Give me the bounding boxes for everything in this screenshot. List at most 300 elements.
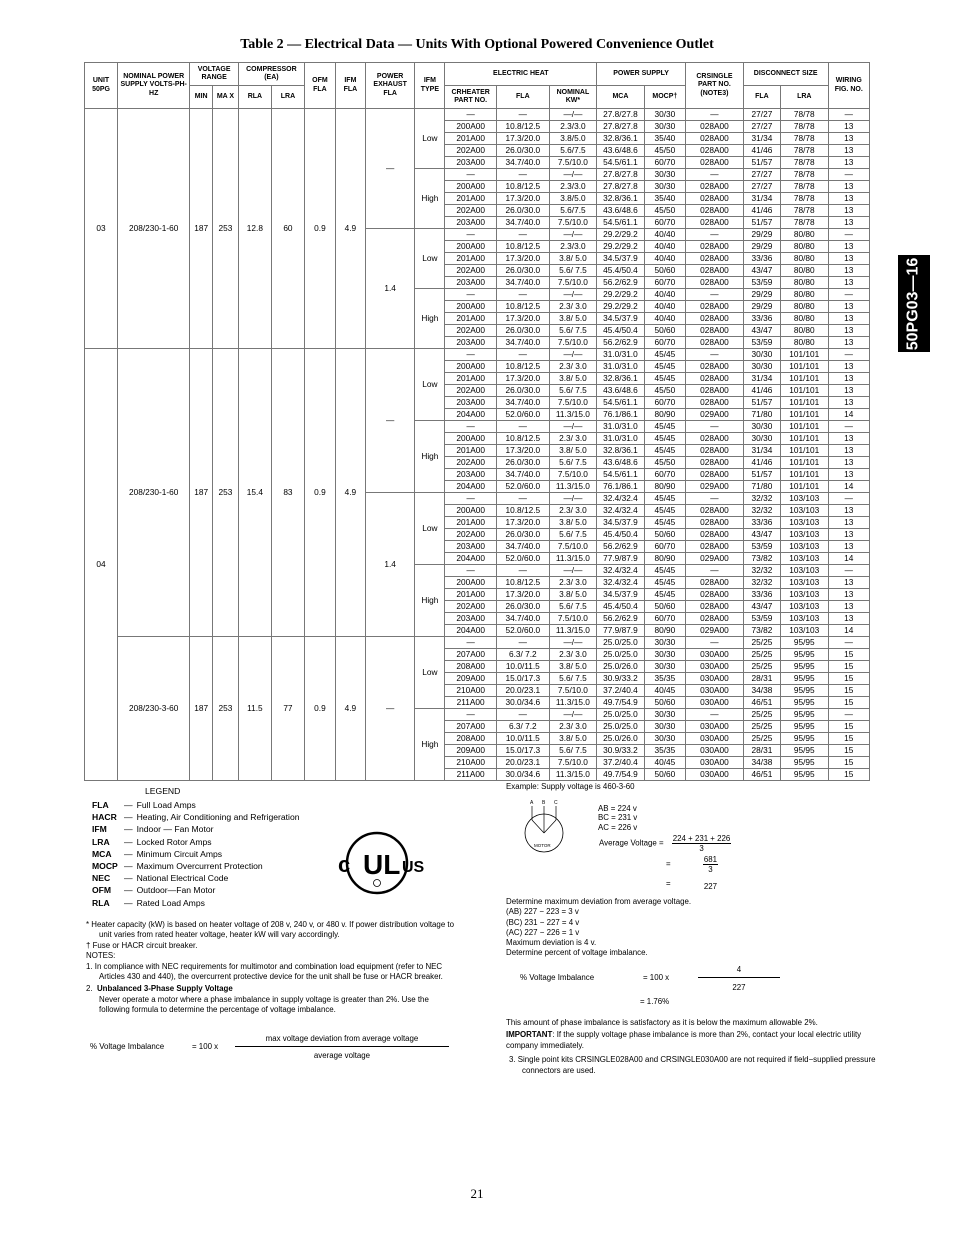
- ifm-type: High: [415, 565, 445, 637]
- crheater-part: 204A00: [445, 625, 497, 637]
- compressor-lra: 60: [271, 109, 304, 349]
- ifm-type: Low: [415, 109, 445, 169]
- nominal-kw: 11.3/15.0: [549, 769, 597, 781]
- crsingle-part: 028A00: [686, 373, 744, 385]
- crheater-part: 208A00: [445, 733, 497, 745]
- mocp: 45/45: [644, 421, 685, 433]
- compressor-rla: 15.4: [238, 349, 271, 637]
- svg-text:UL: UL: [363, 849, 401, 880]
- legend-desc: Outdoor—Fan Motor: [136, 885, 216, 896]
- mca: 34.5/37.9: [597, 589, 645, 601]
- mca: 49.7/54.9: [597, 697, 645, 709]
- disconnect-fla: 51/57: [743, 397, 780, 409]
- mca: 32.8/36.1: [597, 445, 645, 457]
- disconnect-lra: 95/95: [781, 733, 829, 745]
- crheater-part: 201A00: [445, 253, 497, 265]
- crsingle-part: 028A00: [686, 505, 744, 517]
- heat-fla: 17.3/20.0: [496, 313, 549, 325]
- crheater-part: 201A00: [445, 517, 497, 529]
- crheater-part: 209A00: [445, 745, 497, 757]
- nominal-kw: 5.6/ 7.5: [549, 457, 597, 469]
- heat-fla: 34.7/40.0: [496, 337, 549, 349]
- legend-item: [90, 848, 302, 860]
- crsingle-part: 030A00: [686, 673, 744, 685]
- heat-fla: 26.0/30.0: [496, 457, 549, 469]
- heat-fla: 15.0/17.3: [496, 673, 549, 685]
- col-ofm-fla: OFM FLA: [304, 63, 335, 109]
- crsingle-part: 028A00: [686, 445, 744, 457]
- mocp: 40/40: [644, 301, 685, 313]
- nominal-kw: —/—: [549, 709, 597, 721]
- wiring-fig: 13: [828, 385, 869, 397]
- mca: 54.5/61.1: [597, 217, 645, 229]
- crheater-part: 201A00: [445, 133, 497, 145]
- heat-fla: 10.8/12.5: [496, 121, 549, 133]
- legend-list: [90, 799, 302, 909]
- crsingle-part: 029A00: [686, 481, 744, 493]
- disconnect-fla: 51/57: [743, 217, 780, 229]
- disconnect-fla: 32/32: [743, 577, 780, 589]
- wiring-fig: 13: [828, 601, 869, 613]
- disconnect-fla: 25/25: [743, 661, 780, 673]
- disconnect-lra: 95/95: [781, 673, 829, 685]
- wiring-fig: 15: [828, 697, 869, 709]
- wiring-fig: 13: [828, 505, 869, 517]
- mca: 32.8/36.1: [597, 133, 645, 145]
- mocp: 60/70: [644, 217, 685, 229]
- legend-desc: Rated Load Amps: [136, 897, 205, 908]
- disconnect-lra: 80/80: [781, 229, 829, 241]
- mocp: 60/70: [644, 469, 685, 481]
- crheater-part: 201A00: [445, 313, 497, 325]
- crheater-part: 203A00: [445, 397, 497, 409]
- mocp: 45/45: [644, 493, 685, 505]
- crsingle-part: 028A00: [686, 457, 744, 469]
- legend-abbr: RLA: [92, 897, 110, 908]
- mca: 32.8/36.1: [597, 193, 645, 205]
- crsingle-part: 030A00: [686, 661, 744, 673]
- disconnect-fla: 29/29: [743, 289, 780, 301]
- mca: 43.6/48.6: [597, 457, 645, 469]
- eq2-equals: =: [666, 859, 671, 869]
- nominal-kw: —/—: [549, 169, 597, 181]
- line-voltages: [598, 804, 637, 832]
- heat-fla: 17.3/20.0: [496, 133, 549, 145]
- crheater-part: 210A00: [445, 685, 497, 697]
- crsingle-part: 028A00: [686, 541, 744, 553]
- mca: 77.9/87.9: [597, 625, 645, 637]
- mca: 32.4/32.4: [597, 577, 645, 589]
- mca: 32.4/32.4: [597, 565, 645, 577]
- diagram-label-c: C: [554, 800, 558, 806]
- mca: 37.2/40.4: [597, 685, 645, 697]
- disconnect-fla: 34/38: [743, 757, 780, 769]
- mocp: 80/90: [644, 625, 685, 637]
- col-rla: RLA: [238, 86, 271, 109]
- formula-numerator: max voltage deviation from average voltage: [235, 1034, 449, 1047]
- mocp: 45/45: [644, 433, 685, 445]
- crheater-part: 200A00: [445, 505, 497, 517]
- unit-model: 04: [85, 349, 118, 781]
- heat-fla: 17.3/20.0: [496, 517, 549, 529]
- nominal-kw: 5.6/7.5: [549, 145, 597, 157]
- legend-dash: —: [124, 800, 133, 810]
- mca: 25.0/25.0: [597, 721, 645, 733]
- ofm-fla: 0.9: [304, 637, 335, 781]
- power-exhaust-fla: —: [365, 637, 415, 781]
- wiring-fig: 13: [828, 541, 869, 553]
- wiring-fig: 14: [828, 481, 869, 493]
- disconnect-lra: 95/95: [781, 637, 829, 649]
- legend-item: [90, 811, 302, 823]
- legend-item: [90, 799, 302, 811]
- heat-fla: —: [496, 637, 549, 649]
- diagram-motor-label: MOTOR: [534, 843, 551, 848]
- disconnect-fla: 53/59: [743, 541, 780, 553]
- mca: 32.4/32.4: [597, 505, 645, 517]
- col-wiring: WIRING FIG. NO.: [828, 63, 869, 109]
- disconnect-lra: 103/103: [781, 577, 829, 589]
- col-min: MIN: [190, 86, 213, 109]
- disconnect-fla: 51/57: [743, 157, 780, 169]
- col-power-exhaust: POWER EXHAUST FLA: [365, 63, 415, 109]
- heat-fla: —: [496, 709, 549, 721]
- nominal-kw: —/—: [549, 565, 597, 577]
- disconnect-lra: 101/101: [781, 385, 829, 397]
- disconnect-fla: 25/25: [743, 733, 780, 745]
- wiring-fig: 14: [828, 409, 869, 421]
- wiring-fig: 13: [828, 253, 869, 265]
- crheater-part: 203A00: [445, 337, 497, 349]
- wiring-fig: —: [828, 421, 869, 433]
- ifm-type: Low: [415, 637, 445, 709]
- table-row: [85, 349, 870, 361]
- wiring-fig: 13: [828, 145, 869, 157]
- conclusion-text: This amount of phase imbalance is satisfactory as it is below the maximum allowable 2%.: [506, 1018, 818, 1027]
- disconnect-fla: 53/59: [743, 337, 780, 349]
- diagram-label-a: A: [530, 800, 534, 806]
- disconnect-lra: 80/80: [781, 253, 829, 265]
- wiring-fig: 13: [828, 445, 869, 457]
- crsingle-part: 028A00: [686, 577, 744, 589]
- heat-fla: 10.8/12.5: [496, 301, 549, 313]
- crheater-part: 203A00: [445, 541, 497, 553]
- nominal-kw: 11.3/15.0: [549, 481, 597, 493]
- crheater-part: 203A00: [445, 157, 497, 169]
- nominal-kw: —/—: [549, 637, 597, 649]
- wiring-fig: 13: [828, 241, 869, 253]
- mocp: 30/30: [644, 709, 685, 721]
- disconnect-fla: 31/34: [743, 133, 780, 145]
- crsingle-part: 030A00: [686, 649, 744, 661]
- deviation-bc: (BC) 231 − 227 = 4 v: [506, 917, 580, 927]
- disconnect-fla: 29/29: [743, 301, 780, 313]
- disconnect-fla: 73/82: [743, 553, 780, 565]
- nominal-kw: 3.8/ 5.0: [549, 445, 597, 457]
- legend-desc: Maximum Overcurrent Protection: [136, 861, 263, 872]
- wiring-fig: —: [828, 637, 869, 649]
- mca: 45.4/50.4: [597, 265, 645, 277]
- nominal-kw: 7.5/10.0: [549, 337, 597, 349]
- nominal-kw: 2.3/ 3.0: [549, 361, 597, 373]
- mca: 30.9/33.2: [597, 673, 645, 685]
- mca: 27.8/27.8: [597, 181, 645, 193]
- mca: 43.6/48.6: [597, 145, 645, 157]
- disconnect-fla: 33/36: [743, 253, 780, 265]
- voltage-max: 253: [213, 349, 239, 637]
- mocp: 30/30: [644, 721, 685, 733]
- disconnect-fla: 27/27: [743, 169, 780, 181]
- mca: 76.1/86.1: [597, 409, 645, 421]
- wiring-fig: 13: [828, 277, 869, 289]
- crheater-part: 204A00: [445, 409, 497, 421]
- crsingle-part: 028A00: [686, 205, 744, 217]
- nominal-power-supply: 208/230-1-60: [118, 109, 190, 349]
- heat-fla: —: [496, 421, 549, 433]
- avg-label: Average Voltage =: [599, 838, 664, 848]
- heat-fla: 34.7/40.0: [496, 157, 549, 169]
- nominal-kw: 5.6/ 7.5: [549, 385, 597, 397]
- nominal-kw: 3.8/ 5.0: [549, 733, 597, 745]
- wiring-fig: 13: [828, 265, 869, 277]
- disconnect-lra: 103/103: [781, 541, 829, 553]
- disconnect-lra: 95/95: [781, 661, 829, 673]
- col-ifm-type: IFM TYPE: [415, 63, 445, 109]
- disconnect-lra: 78/78: [781, 145, 829, 157]
- mocp: 30/30: [644, 733, 685, 745]
- wiring-fig: —: [828, 109, 869, 121]
- heat-fla: 15.0/17.3: [496, 745, 549, 757]
- mocp: 30/30: [644, 109, 685, 121]
- disconnect-fla: 29/29: [743, 229, 780, 241]
- mocp: 60/70: [644, 157, 685, 169]
- nominal-kw: 2.3/ 3.0: [549, 577, 597, 589]
- wiring-fig: 15: [828, 661, 869, 673]
- eq2-denominator: 3: [708, 865, 713, 874]
- disconnect-lra: 78/78: [781, 181, 829, 193]
- disconnect-fla: 41/46: [743, 457, 780, 469]
- average-step-2: [666, 855, 718, 874]
- col-unit: UNIT 50PG: [85, 63, 118, 109]
- legend-dash: —: [124, 824, 133, 835]
- crsingle-part: 029A00: [686, 553, 744, 565]
- disconnect-lra: 80/80: [781, 277, 829, 289]
- wiring-fig: 13: [828, 337, 869, 349]
- section-tab-label: 50PG03—16: [904, 257, 922, 351]
- nominal-kw: —/—: [549, 289, 597, 301]
- crheater-part: 201A00: [445, 373, 497, 385]
- ifm-type: High: [415, 421, 445, 493]
- crsingle-part: —: [686, 349, 744, 361]
- mca: 29.2/29.2: [597, 289, 645, 301]
- crheater-part: —: [445, 109, 497, 121]
- crheater-part: —: [445, 637, 497, 649]
- disconnect-fla: 41/46: [743, 385, 780, 397]
- wiring-fig: —: [828, 709, 869, 721]
- disconnect-fla: 71/80: [743, 481, 780, 493]
- crsingle-part: 028A00: [686, 193, 744, 205]
- nominal-kw: 7.5/10.0: [549, 277, 597, 289]
- compressor-lra: 83: [271, 349, 304, 637]
- nominal-kw: 11.3/15.0: [549, 697, 597, 709]
- motor-wiring-diagram: [515, 798, 575, 854]
- wiring-fig: 15: [828, 685, 869, 697]
- nominal-kw: 5.6/ 7.5: [549, 325, 597, 337]
- crheater-part: —: [445, 709, 497, 721]
- disconnect-fla: 53/59: [743, 277, 780, 289]
- disconnect-fla: 30/30: [743, 361, 780, 373]
- mocp: 40/40: [644, 229, 685, 241]
- nominal-kw: 5.6/ 7.5: [549, 529, 597, 541]
- crheater-part: —: [445, 169, 497, 181]
- heat-fla: 30.0/34.6: [496, 697, 549, 709]
- disconnect-fla: 27/27: [743, 181, 780, 193]
- mca: 27.8/27.8: [597, 169, 645, 181]
- disconnect-lra: 78/78: [781, 133, 829, 145]
- nominal-kw: 5.6/ 7.5: [549, 601, 597, 613]
- wiring-fig: 15: [828, 733, 869, 745]
- mca: 56.2/62.9: [597, 613, 645, 625]
- crsingle-part: —: [686, 493, 744, 505]
- disconnect-lra: 101/101: [781, 457, 829, 469]
- disconnect-lra: 80/80: [781, 289, 829, 301]
- mocp: 50/60: [644, 529, 685, 541]
- note-2-title: Unbalanced 3-Phase Supply Voltage: [96, 984, 233, 994]
- wiring-fig: 15: [828, 649, 869, 661]
- formula-denominator: average voltage: [313, 1051, 371, 1060]
- crsingle-part: 028A00: [686, 337, 744, 349]
- disconnect-lra: 103/103: [781, 589, 829, 601]
- col-disc-lra: LRA: [781, 86, 829, 109]
- crsingle-part: 028A00: [686, 589, 744, 601]
- mocp: 80/90: [644, 409, 685, 421]
- col-crheater: CRHEATER PART NO.: [445, 86, 497, 109]
- nominal-kw: 5.6/ 7.5: [549, 745, 597, 757]
- wiring-fig: 13: [828, 313, 869, 325]
- table-title: Table 2 — Electrical Data — Units With Optional Powered Convenience Outlet: [240, 37, 714, 52]
- disconnect-lra: 78/78: [781, 109, 829, 121]
- nominal-kw: 3.8/ 5.0: [549, 661, 597, 673]
- note-3: 3. Single point kits CRSINGLE028A00 and CRSINGLE030A00 are not required if field−supplied pressure connectors are used.: [509, 1054, 876, 1076]
- col-mocp: MOCP†: [644, 86, 685, 109]
- mca: 25.0/26.0: [597, 733, 645, 745]
- mocp: 50/60: [644, 265, 685, 277]
- crsingle-part: 028A00: [686, 433, 744, 445]
- compressor-rla: 11.5: [238, 637, 271, 781]
- legend-item: [90, 823, 302, 835]
- notes-label: NOTES:: [86, 951, 116, 961]
- heat-fla: —: [496, 169, 549, 181]
- electrical-data-table: [84, 62, 870, 781]
- disconnect-lra: 95/95: [781, 685, 829, 697]
- heat-fla: 52.0/60.0: [496, 553, 549, 565]
- heat-fla: 20.0/23.1: [496, 757, 549, 769]
- mocp: 45/50: [644, 145, 685, 157]
- heat-fla: 17.3/20.0: [496, 589, 549, 601]
- crheater-part: —: [445, 229, 497, 241]
- disconnect-fla: 51/57: [743, 469, 780, 481]
- crsingle-part: 028A00: [686, 469, 744, 481]
- col-nominal-supply: NOMINAL POWER SUPPLY VOLTS-PH-HZ: [118, 63, 190, 109]
- nominal-kw: —/—: [549, 421, 597, 433]
- example-intro: [506, 782, 876, 792]
- formula-label: % Voltage Imbalance: [90, 1042, 165, 1051]
- legend-dash: —: [124, 897, 133, 908]
- heat-fla: 26.0/30.0: [496, 385, 549, 397]
- mca: 45.4/50.4: [597, 325, 645, 337]
- wiring-fig: 13: [828, 181, 869, 193]
- wiring-fig: 13: [828, 193, 869, 205]
- disconnect-fla: 46/51: [743, 697, 780, 709]
- ifm-type: High: [415, 709, 445, 781]
- pvi-label: % Voltage Imbalance: [520, 973, 595, 982]
- svg-text:c: c: [338, 852, 351, 877]
- col-ifm-fla: IFM FLA: [335, 63, 365, 109]
- crsingle-part: 028A00: [686, 385, 744, 397]
- wiring-fig: 15: [828, 721, 869, 733]
- disconnect-fla: 27/27: [743, 109, 780, 121]
- disconnect-lra: 101/101: [781, 433, 829, 445]
- crsingle-part: —: [686, 169, 744, 181]
- disconnect-fla: 33/36: [743, 313, 780, 325]
- disconnect-lra: 103/103: [781, 553, 829, 565]
- mocp: 30/30: [644, 169, 685, 181]
- heat-fla: 26.0/30.0: [496, 325, 549, 337]
- col-nominal-kw: NOMINAL KW*: [549, 86, 597, 109]
- crheater-part: 211A00: [445, 769, 497, 781]
- wiring-fig: 13: [828, 325, 869, 337]
- nominal-kw: 3.8/ 5.0: [549, 517, 597, 529]
- mca: 43.6/48.6: [597, 385, 645, 397]
- disconnect-fla: 27/27: [743, 121, 780, 133]
- mca: 34.5/37.9: [597, 313, 645, 325]
- wiring-fig: 13: [828, 121, 869, 133]
- mca: 37.2/40.4: [597, 757, 645, 769]
- crsingle-part: 030A00: [686, 769, 744, 781]
- disconnect-lra: 78/78: [781, 121, 829, 133]
- ofm-fla: 0.9: [304, 109, 335, 349]
- pvi-numerator: 4: [698, 965, 780, 978]
- nominal-kw: 2.3/3.0: [549, 121, 597, 133]
- crsingle-part: —: [686, 565, 744, 577]
- nominal-kw: 2.3/ 3.0: [549, 649, 597, 661]
- mca: 31.0/31.0: [597, 421, 645, 433]
- legend-abbr: NEC: [92, 873, 111, 884]
- nominal-kw: 7.5/10.0: [549, 397, 597, 409]
- crsingle-part: —: [686, 421, 744, 433]
- legend-item: [90, 860, 302, 872]
- disconnect-fla: 29/29: [743, 241, 780, 253]
- legend-item: [90, 897, 302, 909]
- wiring-fig: 15: [828, 745, 869, 757]
- crheater-part: —: [445, 349, 497, 361]
- mocp: 40/40: [644, 253, 685, 265]
- wiring-fig: 13: [828, 301, 869, 313]
- page-number: 21: [470, 1186, 484, 1201]
- mca: 25.0/25.0: [597, 649, 645, 661]
- wiring-fig: 13: [828, 469, 869, 481]
- average-step-3: [666, 879, 717, 891]
- nominal-kw: 3.8/ 5.0: [549, 313, 597, 325]
- max-deviation: Maximum deviation is 4 v.: [506, 938, 597, 948]
- legend-dash: —: [124, 885, 133, 896]
- determine-percent: Determine percent of voltage imbalance.: [506, 948, 648, 958]
- nominal-kw: 2.3/ 3.0: [549, 721, 597, 733]
- crsingle-part: 028A00: [686, 121, 744, 133]
- legend-abbr: MCA: [92, 848, 112, 859]
- mca: 56.2/62.9: [597, 541, 645, 553]
- crheater-part: 200A00: [445, 301, 497, 313]
